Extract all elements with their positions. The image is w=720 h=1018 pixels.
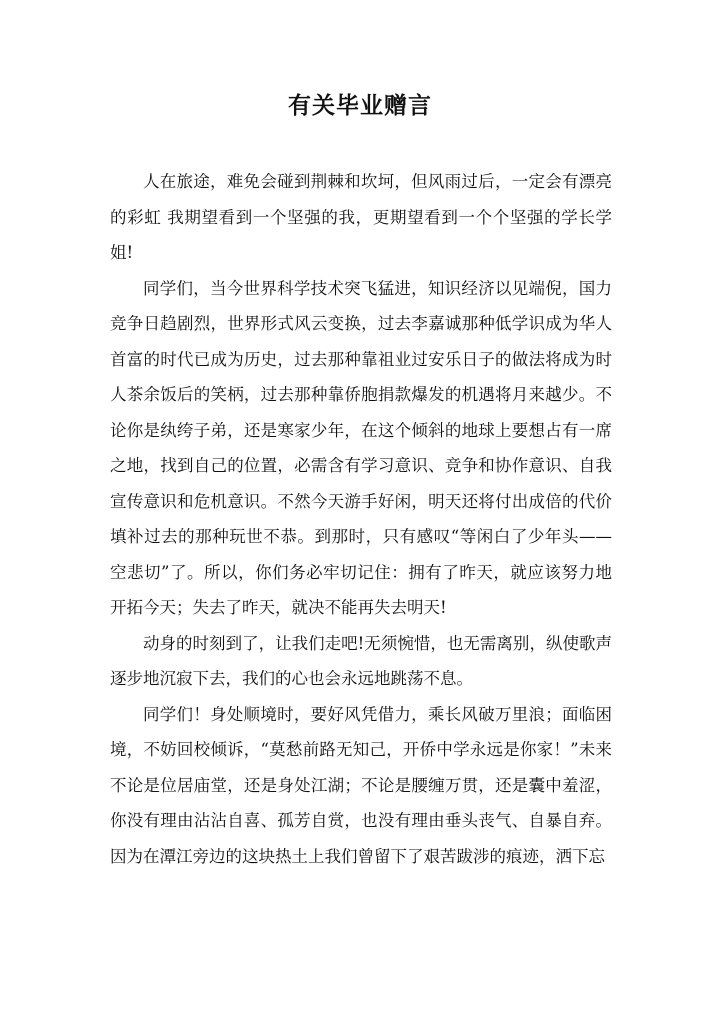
- paragraph-4: 同学们！身处顺境时，要好风凭借力，乘长风破万里浪；面临困境，不妨回校倾诉，“莫愁前路无知己，开侨中学永远是你家！”未来不论是位居庙堂，还是身处江湖；不论是腰缠万贯，还是囊中羞涩，你没有理由沾沾自喜、孤芳自赏，也没有理由垂头丧气、自暴自弃。因为在潭江旁边的这块热土上我们曾留下了艰苦跋涉的痕迹，洒下忘: [110, 704, 612, 866]
- paragraph-3: 动身的时刻到了，让我们走吧!无须惋惜，也无需离别，纵使歌声逐步地沉寂下去，我们的心也会永远地跳荡不息。: [110, 633, 612, 688]
- paragraph-1: 人在旅途，难免会碰到荆棘和坎坷，但风雨过后，一定会有漂亮的彩虹 我期望看到一个坚强的我，更期望看到一个个坚强的学长学姐!: [110, 172, 612, 262]
- document-body: [110, 164, 612, 874]
- paragraph-2: 同学们，当今世界科学技术突飞猛进，知识经济以见端倪，国力竞争日趋剧烈，世界形式风云变换，过去李嘉诚那种低学识成为华人首富的时代已成为历史，过去那种靠祖业过安乐日子的做法将成为时人茶余饭后的笑柄，过去那种靠侨胞捐款爆发的机遇将月来越少。不论你是纨绔子弟，还是寒家少年，在这个倾斜的地球上要想占有一席之地，找到自己的位置，必需含有学习意识、竞争和协作意识、自我宣传意识和危机意识。不然今天游手好闲，明天还将付出成倍的代价填补过去的那种玩世不恭。到那时，只有感叹“等闲白了少年头——空悲切”了。所以，你们务必牢切记住：拥有了昨天，就应该努力地开拓今天；失去了昨天，就决不能再失去明天!: [110, 278, 612, 617]
- document-title: 有关毕业赠言: [288, 92, 432, 119]
